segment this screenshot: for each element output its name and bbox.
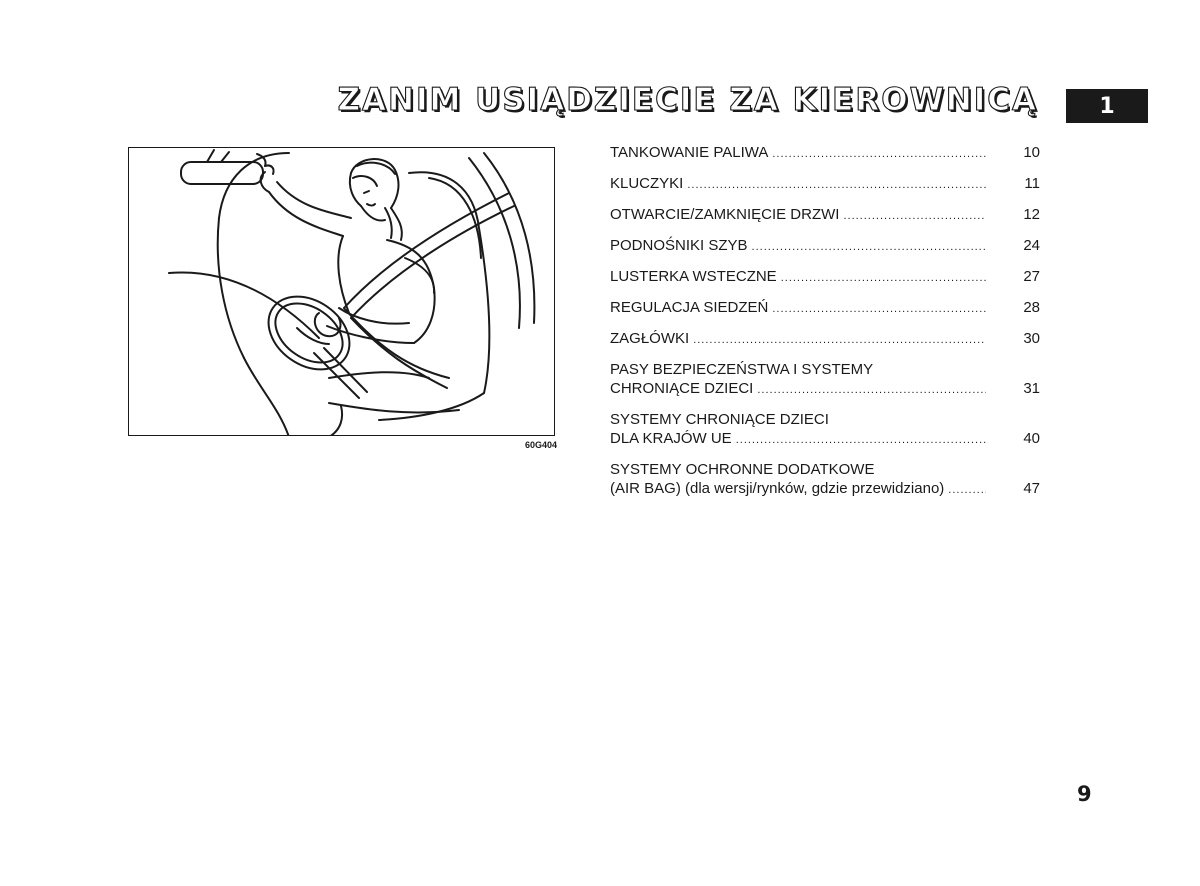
toc-entry-page: 40: [1023, 430, 1040, 447]
toc-entry-page: 28: [1023, 299, 1040, 316]
toc-entry-title: SYSTEMY OCHRONNE DODATKOWE: [610, 461, 875, 478]
toc-leader-dots: [948, 481, 986, 500]
toc-entry-page: 31: [1023, 380, 1040, 397]
toc-entry[interactable]: [610, 360, 1040, 400]
toc-entry-title: (AIR BAG) (dla wersji/rynków, gdzie przewidziano): [610, 480, 945, 497]
toc-entry-page: 47: [1023, 480, 1040, 497]
page-number: 9: [1077, 782, 1092, 806]
driver-illustration: [128, 147, 555, 436]
toc-entry-page: 30: [1023, 330, 1040, 347]
table-of-contents: [610, 143, 1040, 510]
toc-entry-title: OTWARCIE/ZAMKNIĘCIE DRZWI: [610, 206, 840, 223]
toc-entry-title: PODNOŚNIKI SZYB: [610, 237, 748, 254]
toc-entry-page: 24: [1023, 237, 1040, 254]
toc-leader-dots: [843, 207, 986, 226]
toc-entry[interactable]: [610, 410, 1040, 450]
toc-entry[interactable]: [610, 267, 1040, 288]
toc-entry-title: PASY BEZPIECZEŃSTWA I SYSTEMY: [610, 361, 874, 378]
chapter-number-tab: 1: [1066, 89, 1148, 123]
toc-leader-dots: [757, 381, 986, 400]
toc-entry-title: TANKOWANIE PALIWA: [610, 144, 769, 161]
toc-leader-dots: [781, 269, 986, 288]
toc-entry-title: LUSTERKA WSTECZNE: [610, 268, 777, 285]
toc-entry-title: DLA KRAJÓW UE: [610, 430, 732, 447]
toc-entry-page: 27: [1023, 268, 1040, 285]
chapter-title: ZANIM USIĄDZIECIE ZA KIEROWNICĄ: [337, 82, 1038, 118]
rearview-mirror: [181, 162, 263, 184]
toc-leader-dots: [772, 145, 986, 164]
toc-entry-title: REGULACJA SIEDZEŃ: [610, 299, 769, 316]
toc-entry[interactable]: [610, 143, 1040, 164]
toc-leader-dots: [772, 300, 986, 319]
seat-back: [409, 172, 489, 393]
toc-entry[interactable]: [610, 205, 1040, 226]
steering-wheel: [255, 282, 364, 385]
toc-entry[interactable]: [610, 298, 1040, 319]
toc-leader-dots: [736, 431, 986, 450]
torso: [338, 236, 349, 313]
toc-entry[interactable]: [610, 236, 1040, 257]
toc-entry-title: CHRONIĄCE DZIECI: [610, 380, 754, 397]
toc-entry-page: 10: [1023, 144, 1040, 161]
toc-entry[interactable]: [610, 460, 1040, 500]
toc-entry-title: SYSTEMY CHRONIĄCE DZIECI: [610, 411, 829, 428]
windshield-pillar: [469, 158, 520, 328]
figure-code: 60G404: [524, 440, 557, 450]
toc-leader-dots: [752, 238, 986, 257]
toc-entry-title: ZAGŁÓWKI: [610, 330, 690, 347]
toc-leader-dots: [693, 331, 986, 350]
seatbelt: [344, 193, 509, 308]
toc-entry-page: 12: [1023, 206, 1040, 223]
toc-leader-dots: [687, 176, 986, 195]
toc-entry-title: KLUCZYKI: [610, 175, 684, 192]
toc-entry[interactable]: [610, 329, 1040, 350]
toc-entry[interactable]: [610, 174, 1040, 195]
toc-entry-page: 11: [1024, 175, 1040, 192]
